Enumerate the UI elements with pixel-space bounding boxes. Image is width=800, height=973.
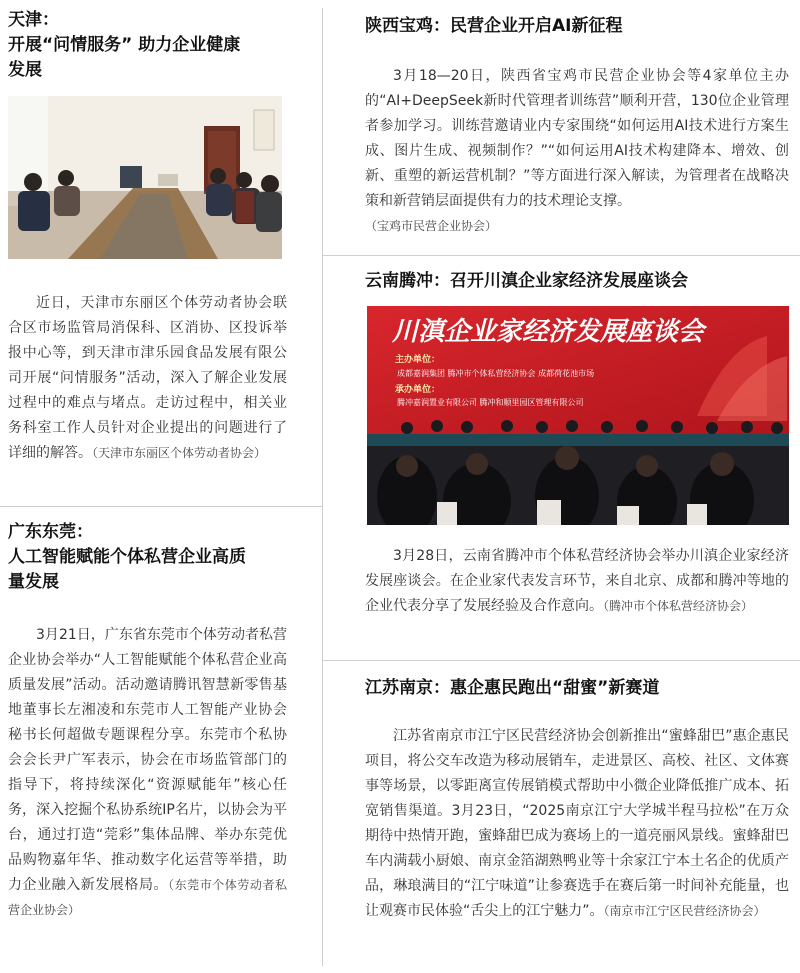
tianjin-body: 近日，天津市东丽区个体劳动者协会联合区市场监管局消保科、区消协、区投诉举报中心等，到天津市津乐园食品发展有限公司开展“问情服务”活动，深入了解企业发展过程中的难点与堵点。走访过程中，相关业务科室工作人员针对企业提出的问题进行了详细的解答。 — [8, 295, 287, 461]
dongguan-source: （东莞市个体劳动者私营企业协会） — [8, 878, 287, 917]
right-section-divider-1 — [323, 255, 800, 256]
banner-host-label: 主办单位： — [395, 355, 441, 365]
right-column — [323, 0, 800, 973]
baoji-source: （宝鸡市民营企业协会） — [365, 219, 498, 233]
nanjing-source: （南京市江宁区民营经济协会） — [603, 904, 766, 918]
tianjin-meeting-photo — [8, 96, 282, 259]
tianjin-title-line1: 天津： — [8, 10, 59, 30]
dongguan-article — [8, 623, 287, 923]
tengchong-title: 云南腾冲：召开川滇企业家经济发展座谈会 — [365, 271, 688, 291]
dongguan-body: 3月21日，广东省东莞市个体劳动者私营企业协会举办“人工智能赋能个体私营企业高质量发展”活动。活动邀请腾讯智慧新零售基地董事长左湘凌和东莞市人工智能产业协会秘书长何超做专题课程分享。东莞市个私协会会长尹广军表示，协会在市场监管部门的指导下，将持续深化“资源赋能年”核心任务，深入挖掘个私协系统IP名片，以协会为平台，通过打造“莞彩”集体品牌、举办东莞优品购物嘉年华、推动数字化运营等举措，助力企业融入新发展格局。 — [8, 627, 287, 893]
baoji-article — [365, 64, 789, 239]
dongguan-title-line2: 人工智能赋能个体私营企业高质 — [8, 547, 246, 567]
left-column — [0, 0, 322, 973]
right-section-divider-2 — [323, 660, 800, 661]
nanjing-body: 江苏省南京市江宁区民营经济协会创新推出“蜜蜂甜巴”惠企惠民项目，将公交车改造为移动展销车，走进景区、高校、社区、文体赛事等场景，以零距离宣传展销模式帮助中小微企业降低推广成本、拓宽销售渠道。3月23日，“2025南京江宁大学城半程马拉松”在万众期待中热情开跑，蜜蜂甜巴成为赛场上的一道亮丽风景线。蜜蜂甜巴车内满载小厨娘、南京金箔湖熟鸭业等十余家江宁本土名企的优质产品，琳琅满目的“江宁味道”让参赛选手在赛后第一时间补充能量，也让观赛市民体验“舌尖上的江宁魅力”。 — [365, 728, 789, 919]
tengchong-article — [365, 544, 789, 619]
banner-title: 川滇企业家经济发展座谈会 — [392, 317, 705, 347]
tianjin-article — [8, 291, 287, 466]
tengchong-body: 3月28日，云南省腾冲市个体私营经济协会举办川滇企业家经济发展座谈会。在企业家代表发言环节，来自北京、成都和腾冲等地的企业代表分享了发展经验及合作意向。 — [365, 548, 789, 614]
nanjing-article — [365, 724, 789, 924]
tianjin-title-line2: 开展“问情服务” 助力企业健康 — [8, 35, 241, 55]
nanjing-title: 江苏南京：惠企惠民跑出“甜蜜”新赛道 — [365, 678, 660, 698]
baoji-body: 3月18—20日，陕西省宝鸡市民营企业协会等4家单位主办的“AI+DeepSeek新时代管理者训练营”顺利开营，130位企业管理者参加学习。训练营邀请业内专家围绕“如何运用AI技术进行方案生成、图片生成、视频制作？”“如何运用AI技术构建降本、增效、创新、重塑的新运营机制？”等方面进行深入解读，为管理者在战略决策和新营销层面提供有力的技术理论支撑。 — [365, 68, 789, 209]
left-section-divider — [0, 506, 322, 507]
baoji-title: 陕西宝鸡：民营企业开启AI新征程 — [365, 16, 623, 36]
banner-host: 成都嘉润集团 腾冲市个体私营经济协会 成都荷花池市场 — [397, 369, 595, 378]
banner-org: 腾冲嘉润置业有限公司 腾冲和顺里园区管理有限公司 — [397, 398, 584, 407]
tianjin-title — [8, 8, 313, 83]
tianjin-source: （天津市东丽区个体劳动者协会） — [92, 446, 267, 460]
dongguan-title-line3: 量发展 — [8, 572, 59, 592]
tengchong-source: （腾冲市个体私营经济协会） — [603, 599, 754, 613]
tengchong-conference-photo — [367, 306, 789, 525]
dongguan-title — [8, 520, 313, 595]
banner-org-label: 承办单位： — [395, 385, 441, 395]
tianjin-title-line3: 发展 — [8, 60, 42, 80]
dongguan-title-line1: 广东东莞： — [8, 522, 93, 542]
